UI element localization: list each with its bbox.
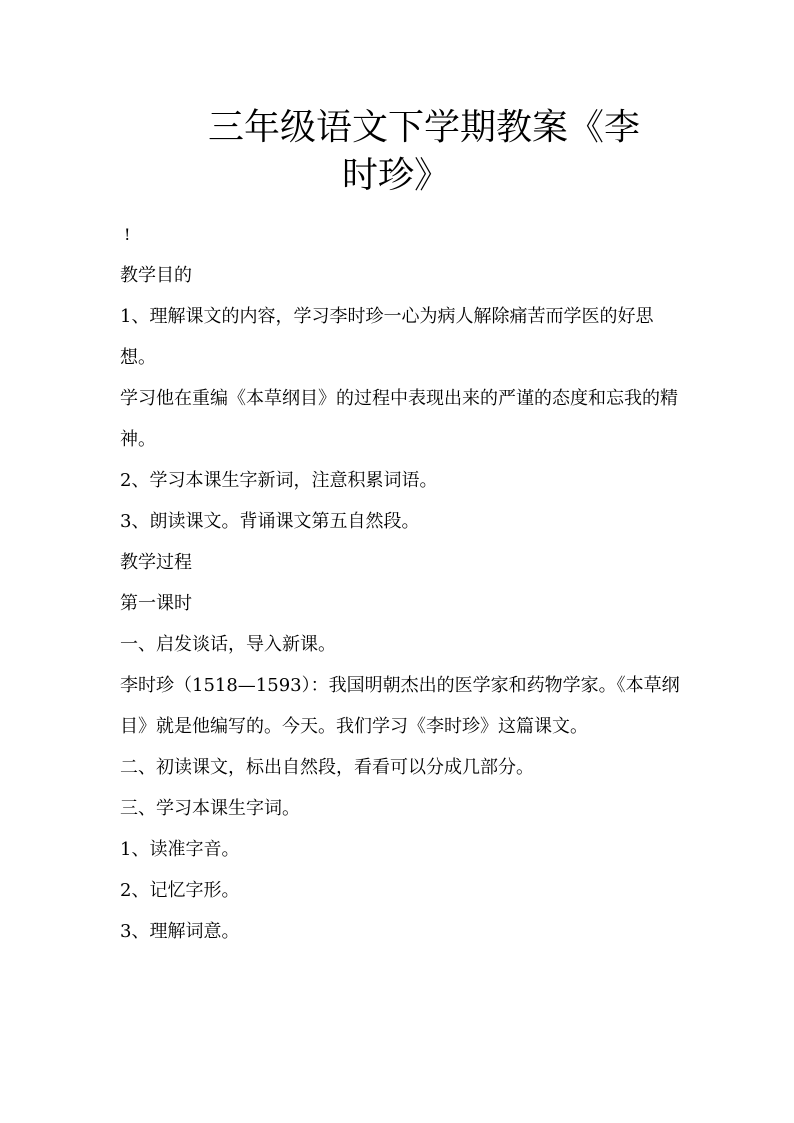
objective-item: 学习他在重编《本草纲目》的过程中表现出来的严谨的态度和忘我的精神。 [120, 388, 678, 450]
document-body [120, 214, 680, 952]
process-step: 1、读准字音。 [120, 839, 240, 860]
objective-item: 1、理解课文的内容，学习李时珍一心为病人解除痛苦而学医的好思想。 [120, 306, 654, 368]
objective-item: 2、学习本课生字新词，注意积累词语。 [120, 470, 438, 491]
document-title-line-2: 时珍》 [342, 155, 451, 196]
process-step: 李时珍（1518—1593）：我国明朝杰出的医学家和药物学家。《本草纲目》就是他编写的。今天。我们学习《李时珍》这篇课文。 [120, 675, 680, 737]
process-step: 三、学习本课生字词。 [120, 798, 300, 819]
document-title-line-1: 三年级语文下学期教案《李 [208, 107, 641, 148]
process-heading: 教学过程 [120, 552, 192, 573]
process-step: 一、启发谈话，导入新课。 [120, 634, 336, 655]
stray-mark: ! [124, 225, 131, 244]
process-step: 3、理解词意。 [120, 921, 240, 942]
process-step: 2、记忆字形。 [120, 880, 240, 901]
objective-heading: 教学目的 [120, 265, 192, 286]
objective-item: 3、朗读课文。背诵课文第五自然段。 [120, 511, 420, 532]
lesson-heading: 第一课时 [120, 593, 192, 614]
process-step: 二、初读课文，标出自然段，看看可以分成几部分。 [120, 757, 534, 778]
